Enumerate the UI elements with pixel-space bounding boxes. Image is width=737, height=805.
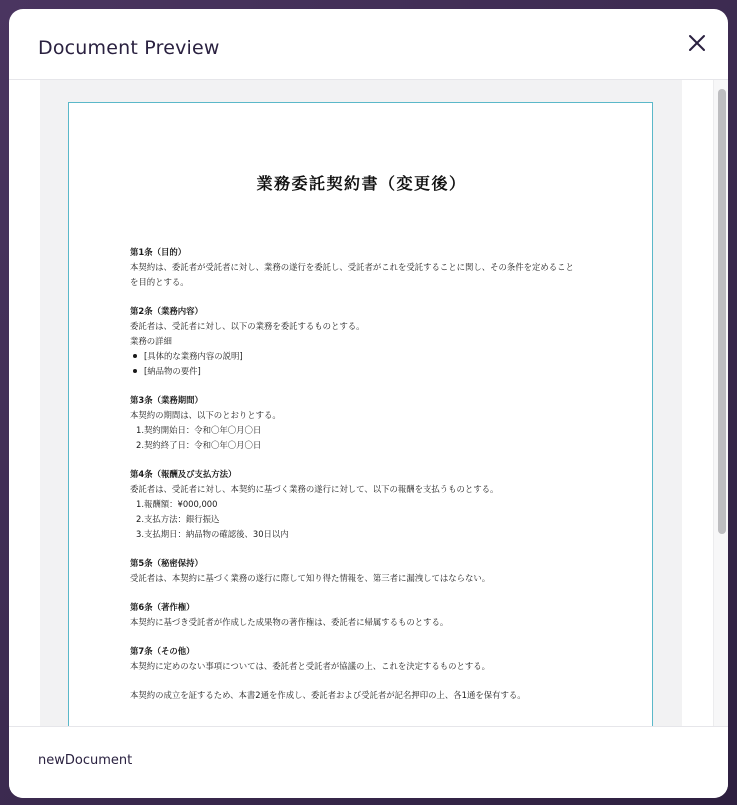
article-text: 本契約に定めのない事項については、委託者と受託者が協議の上、これを決定するものとする。 xyxy=(130,661,490,671)
closing-statement xyxy=(130,688,630,703)
numbered-list xyxy=(130,423,630,453)
list-item: [納品物の要件] xyxy=(130,364,630,379)
article-heading: 第3条（業務期間） xyxy=(130,395,203,405)
article-text: 委託者は、受託者に対し、以下の業務を委託するものとする。 xyxy=(130,321,365,331)
document-viewer[interactable] xyxy=(40,80,682,726)
article-text: を目的とする。 xyxy=(130,277,189,287)
document-page xyxy=(68,102,653,726)
article-1 xyxy=(130,245,630,290)
article-3 xyxy=(130,393,630,453)
article-6 xyxy=(130,600,630,630)
preview-body[interactable] xyxy=(9,80,728,726)
list-item: 2.支払方法：銀行振込 xyxy=(136,514,220,524)
article-text: 本契約に基づき受託者が作成した成果物の著作権は、委託者に帰属するものとする。 xyxy=(130,617,449,627)
article-text: 受託者は、本契約に基づく業務の遂行に際して知り得た情報を、第三者に漏洩してはならない。 xyxy=(130,573,491,583)
list-item: 3.支払期日：納品物の確認後、30日以内 xyxy=(136,529,289,539)
list-item: 1.契約開始日：令和〇年〇月〇日 xyxy=(136,425,262,435)
close-button[interactable] xyxy=(684,30,710,56)
list-item: 1.報酬額：¥000,000 xyxy=(136,499,218,509)
document-preview-dialog xyxy=(9,9,728,798)
list-item: [具体的な業務内容の説明] xyxy=(130,349,630,364)
article-heading: 第5条（秘密保持） xyxy=(130,558,203,568)
dialog-title: Document Preview xyxy=(38,37,220,59)
close-icon xyxy=(684,30,710,56)
article-text: 本契約の期間は、以下のとおりとする。 xyxy=(130,410,281,420)
article-4 xyxy=(130,467,630,542)
article-text: 本契約は、委託者が受託者に対し、業務の遂行を委託し、受託者がこれを受託することに関し、その条件を定めること xyxy=(130,262,574,272)
scrollbar-thumb[interactable] xyxy=(718,89,726,534)
document-title: 業務委託契約書（変更後） xyxy=(256,174,467,193)
article-heading: 第7条（その他） xyxy=(130,646,195,656)
article-5 xyxy=(130,556,630,586)
article-text: 業務の詳細 xyxy=(130,336,172,346)
dialog-header xyxy=(9,9,728,80)
article-heading: 第2条（業務内容） xyxy=(130,306,203,316)
file-name: newDocument xyxy=(38,753,133,768)
article-2 xyxy=(130,304,630,379)
article-heading: 第6条（著作権） xyxy=(130,602,195,612)
document-content xyxy=(130,245,630,717)
article-heading: 第4条（報酬及び支払方法） xyxy=(130,469,237,479)
article-7 xyxy=(130,644,630,674)
article-text: 委託者は、受託者に対し、本契約に基づく業務の遂行に対して、以下の報酬を支払うものとする。 xyxy=(130,484,499,494)
numbered-list xyxy=(130,497,630,542)
scrollbar[interactable] xyxy=(713,80,728,726)
closing-text: 本契約の成立を証するため、本書2通を作成し、委託者および受託者が記名押印の上、各1通を保有する。 xyxy=(130,690,526,700)
article-heading: 第1条（目的） xyxy=(130,247,187,257)
dialog-footer xyxy=(9,726,728,798)
bullet-list xyxy=(130,349,630,379)
list-item: 2.契約終了日：令和〇年〇月〇日 xyxy=(136,440,262,450)
